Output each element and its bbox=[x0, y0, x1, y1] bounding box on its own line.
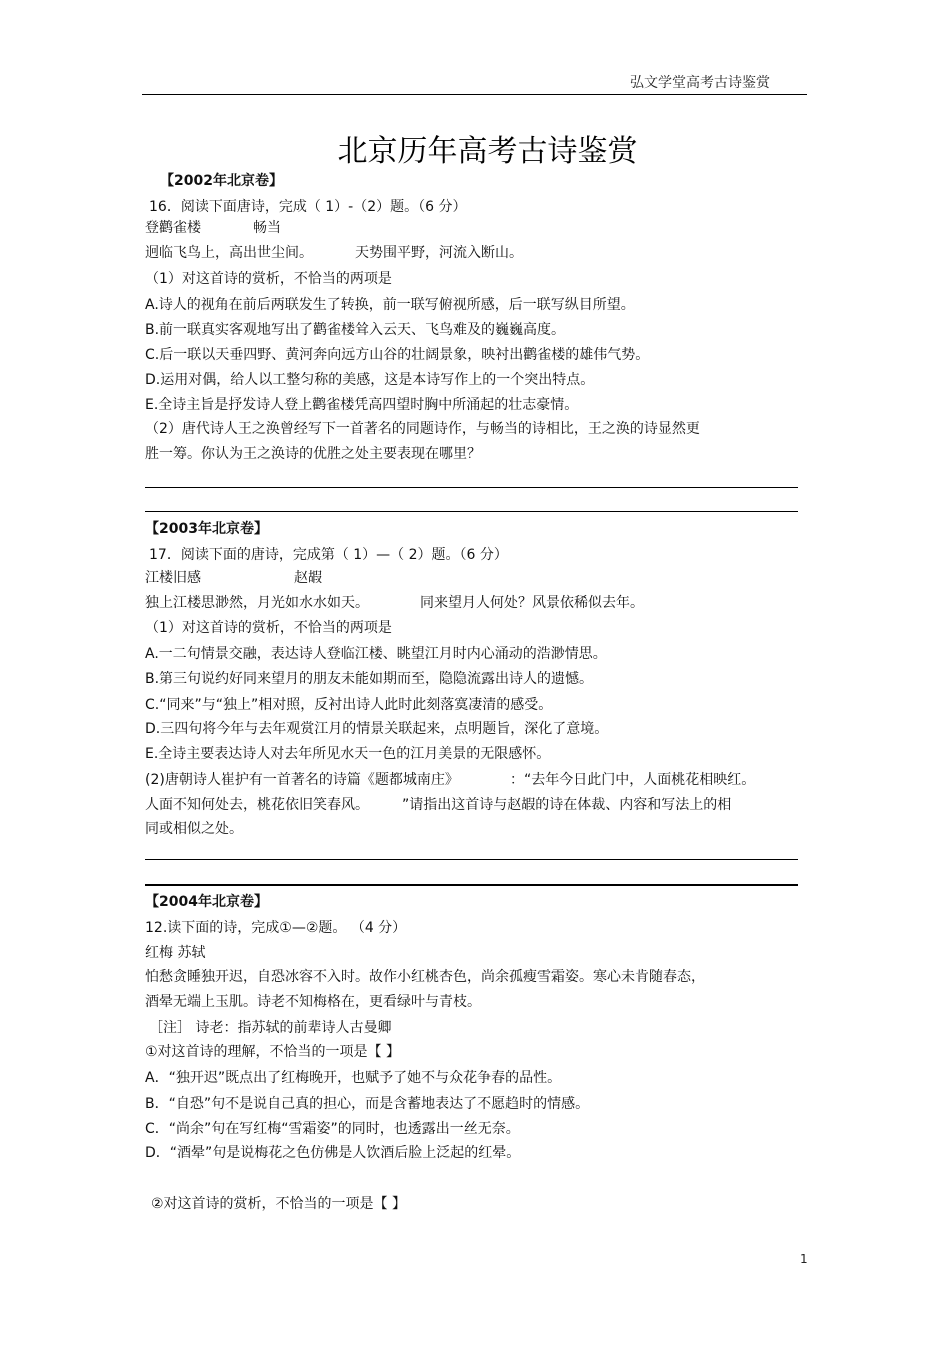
section-2002-option-e: E.全诗主旨是抒发诗人登上鹳雀楼凭高四望时胸中所涌起的壮志豪情。 bbox=[145, 397, 579, 413]
section-2004-option-a: A．“独开迟”既点出了红梅晚开，也赋予了她不与众花争春的品性。 bbox=[145, 1070, 562, 1086]
section-2002-option-d: D.运用对偶，给人以工整匀称的美感，这是本诗写作上的一个突出特点。 bbox=[145, 372, 595, 388]
section-2004-poem-line-b: 酒晕无端上玉肌。诗老不知梅格在，更看绿叶与青枝。 bbox=[145, 994, 481, 1010]
section-2003-poem-author: 赵嘏 bbox=[294, 570, 322, 586]
section-2002-poem-title: 登鹳雀楼 bbox=[145, 220, 201, 236]
page-title: 北京历年高考古诗鉴赏 bbox=[337, 134, 638, 169]
section-2004-poem-title: 红梅 苏轼 bbox=[145, 945, 206, 961]
page-number: 1 bbox=[800, 1252, 808, 1266]
section-2004-tag: 【2004年北京卷】 bbox=[145, 894, 268, 910]
section-2002-tag: 【2002年北京卷】 bbox=[160, 173, 283, 189]
section-2002-option-c: C.后一联以天垂四野、黄河奔向远方山谷的壮阔景象，映衬出鹳雀楼的雄伟气势。 bbox=[145, 347, 650, 363]
section-2002-q2-line2: 胜一筹。你认为王之涣诗的优胜之处主要表现在哪里？ bbox=[145, 446, 481, 462]
section-2003-option-a: A.一二句情景交融，表达诗人登临江楼、眺望江月时内心涌动的浩渺情思。 bbox=[145, 646, 607, 662]
section-2003-q2-line1b: ：“去年今日此门中，人面桃花相映红。 bbox=[510, 772, 756, 788]
section-divider bbox=[145, 511, 798, 512]
section-2002-q2-line1: （2）唐代诗人王之涣曾经写下一首著名的同题诗作，与畅当的诗相比，王之涣的诗显然更 bbox=[145, 421, 700, 437]
section-2004-poem-line-a: 怕愁贪睡独开迟，自恐冰容不入时。故作小红桃杏色，尚余孤瘦雪霜姿。寒心未肯随春态， bbox=[145, 969, 705, 985]
section-2003-q2-line3: 同或相似之处。 bbox=[145, 821, 243, 837]
section-2004-option-d: D．“酒晕”句是说梅花之色仿佛是人饮酒后脸上泛起的红晕。 bbox=[145, 1145, 521, 1161]
header-text: 弘文学堂高考古诗鉴赏 bbox=[630, 75, 770, 91]
section-2003-question: 17．阅读下面的唐诗，完成第（ 1）—（ 2）题。（6 分） bbox=[149, 547, 508, 563]
section-2003-q2-line2a: 人面不知何处去，桃花依旧笑春风。 bbox=[145, 797, 369, 813]
section-2004-note: ［注］ 诗老：指苏轼的前辈诗人古曼卿 bbox=[149, 1020, 392, 1036]
section-2004-q1: ①对这首诗的理解，不恰当的一项是【 】 bbox=[145, 1044, 400, 1060]
section-2003-option-d: D.三四句将今年与去年观赏江月的情景关联起来，点明题旨，深化了意境。 bbox=[145, 721, 609, 737]
section-2003-option-e: E.全诗主要表达诗人对去年所见水天一色的江月美景的无限感怀。 bbox=[145, 746, 551, 762]
section-2002-option-a: A.诗人的视角在前后两联发生了转换，前一联写俯视所感，后一联写纵目所望。 bbox=[145, 297, 635, 313]
section-2002-option-b: B.前一联真实客观地写出了鹳雀楼耸入云天、飞鸟难及的巍巍高度。 bbox=[145, 322, 566, 338]
section-2002-question: 16．阅读下面唐诗，完成（ 1）-（2）题。（6 分） bbox=[149, 199, 467, 215]
section-2004-option-b: B．“自恐”句不是说自己真的担心，而是含蓄地表达了不愿趋时的情感。 bbox=[145, 1096, 590, 1112]
section-2002-poem-line-a: 迥临飞鸟上，高出世尘间。 bbox=[145, 245, 313, 261]
section-2004-question: 12.读下面的诗，完成①—②题。 （4 分） bbox=[145, 920, 407, 936]
section-2003-option-c: C.“同来”与“独上”相对照，反衬出诗人此时此刻落寞凄清的感受。 bbox=[145, 697, 553, 713]
section-2003-q1: （1）对这首诗的赏析，不恰当的两项是 bbox=[145, 620, 392, 636]
section-2002-poem-line-b: 天势围平野，河流入断山。 bbox=[355, 245, 523, 261]
section-2003-q2-line1a: (2)唐朝诗人崔护有一首著名的诗篇《题都城南庄》 bbox=[145, 772, 459, 788]
section-2003-option-b: B.第三句说约好同来望月的朋友未能如期而至，隐隐流露出诗人的遗憾。 bbox=[145, 671, 594, 687]
section-2004-q2: ②对这首诗的赏析，不恰当的一项是【 】 bbox=[151, 1196, 406, 1212]
answer-line bbox=[145, 487, 798, 488]
header-divider bbox=[142, 94, 807, 95]
section-divider bbox=[145, 884, 798, 886]
section-2003-tag: 【2003年北京卷】 bbox=[145, 521, 268, 537]
section-2004-option-c: C．“尚余”句在写红梅“雪霜姿”的同时，也透露出一丝无奈。 bbox=[145, 1121, 520, 1137]
section-2003-q2-line2b: ”请指出这首诗与赵嘏的诗在体裁、内容和写法上的相 bbox=[402, 797, 732, 813]
section-2003-poem-line-a: 独上江楼思渺然，月光如水水如天。 bbox=[145, 595, 369, 611]
section-2002-q1: （1）对这首诗的赏析，不恰当的两项是 bbox=[145, 271, 392, 287]
answer-line bbox=[145, 859, 798, 860]
section-2002-poem-author: 畅当 bbox=[253, 220, 281, 236]
section-2003-poem-line-b: 同来望月人何处？风景依稀似去年。 bbox=[420, 595, 644, 611]
section-2003-poem-title: 江楼旧感 bbox=[145, 570, 201, 586]
